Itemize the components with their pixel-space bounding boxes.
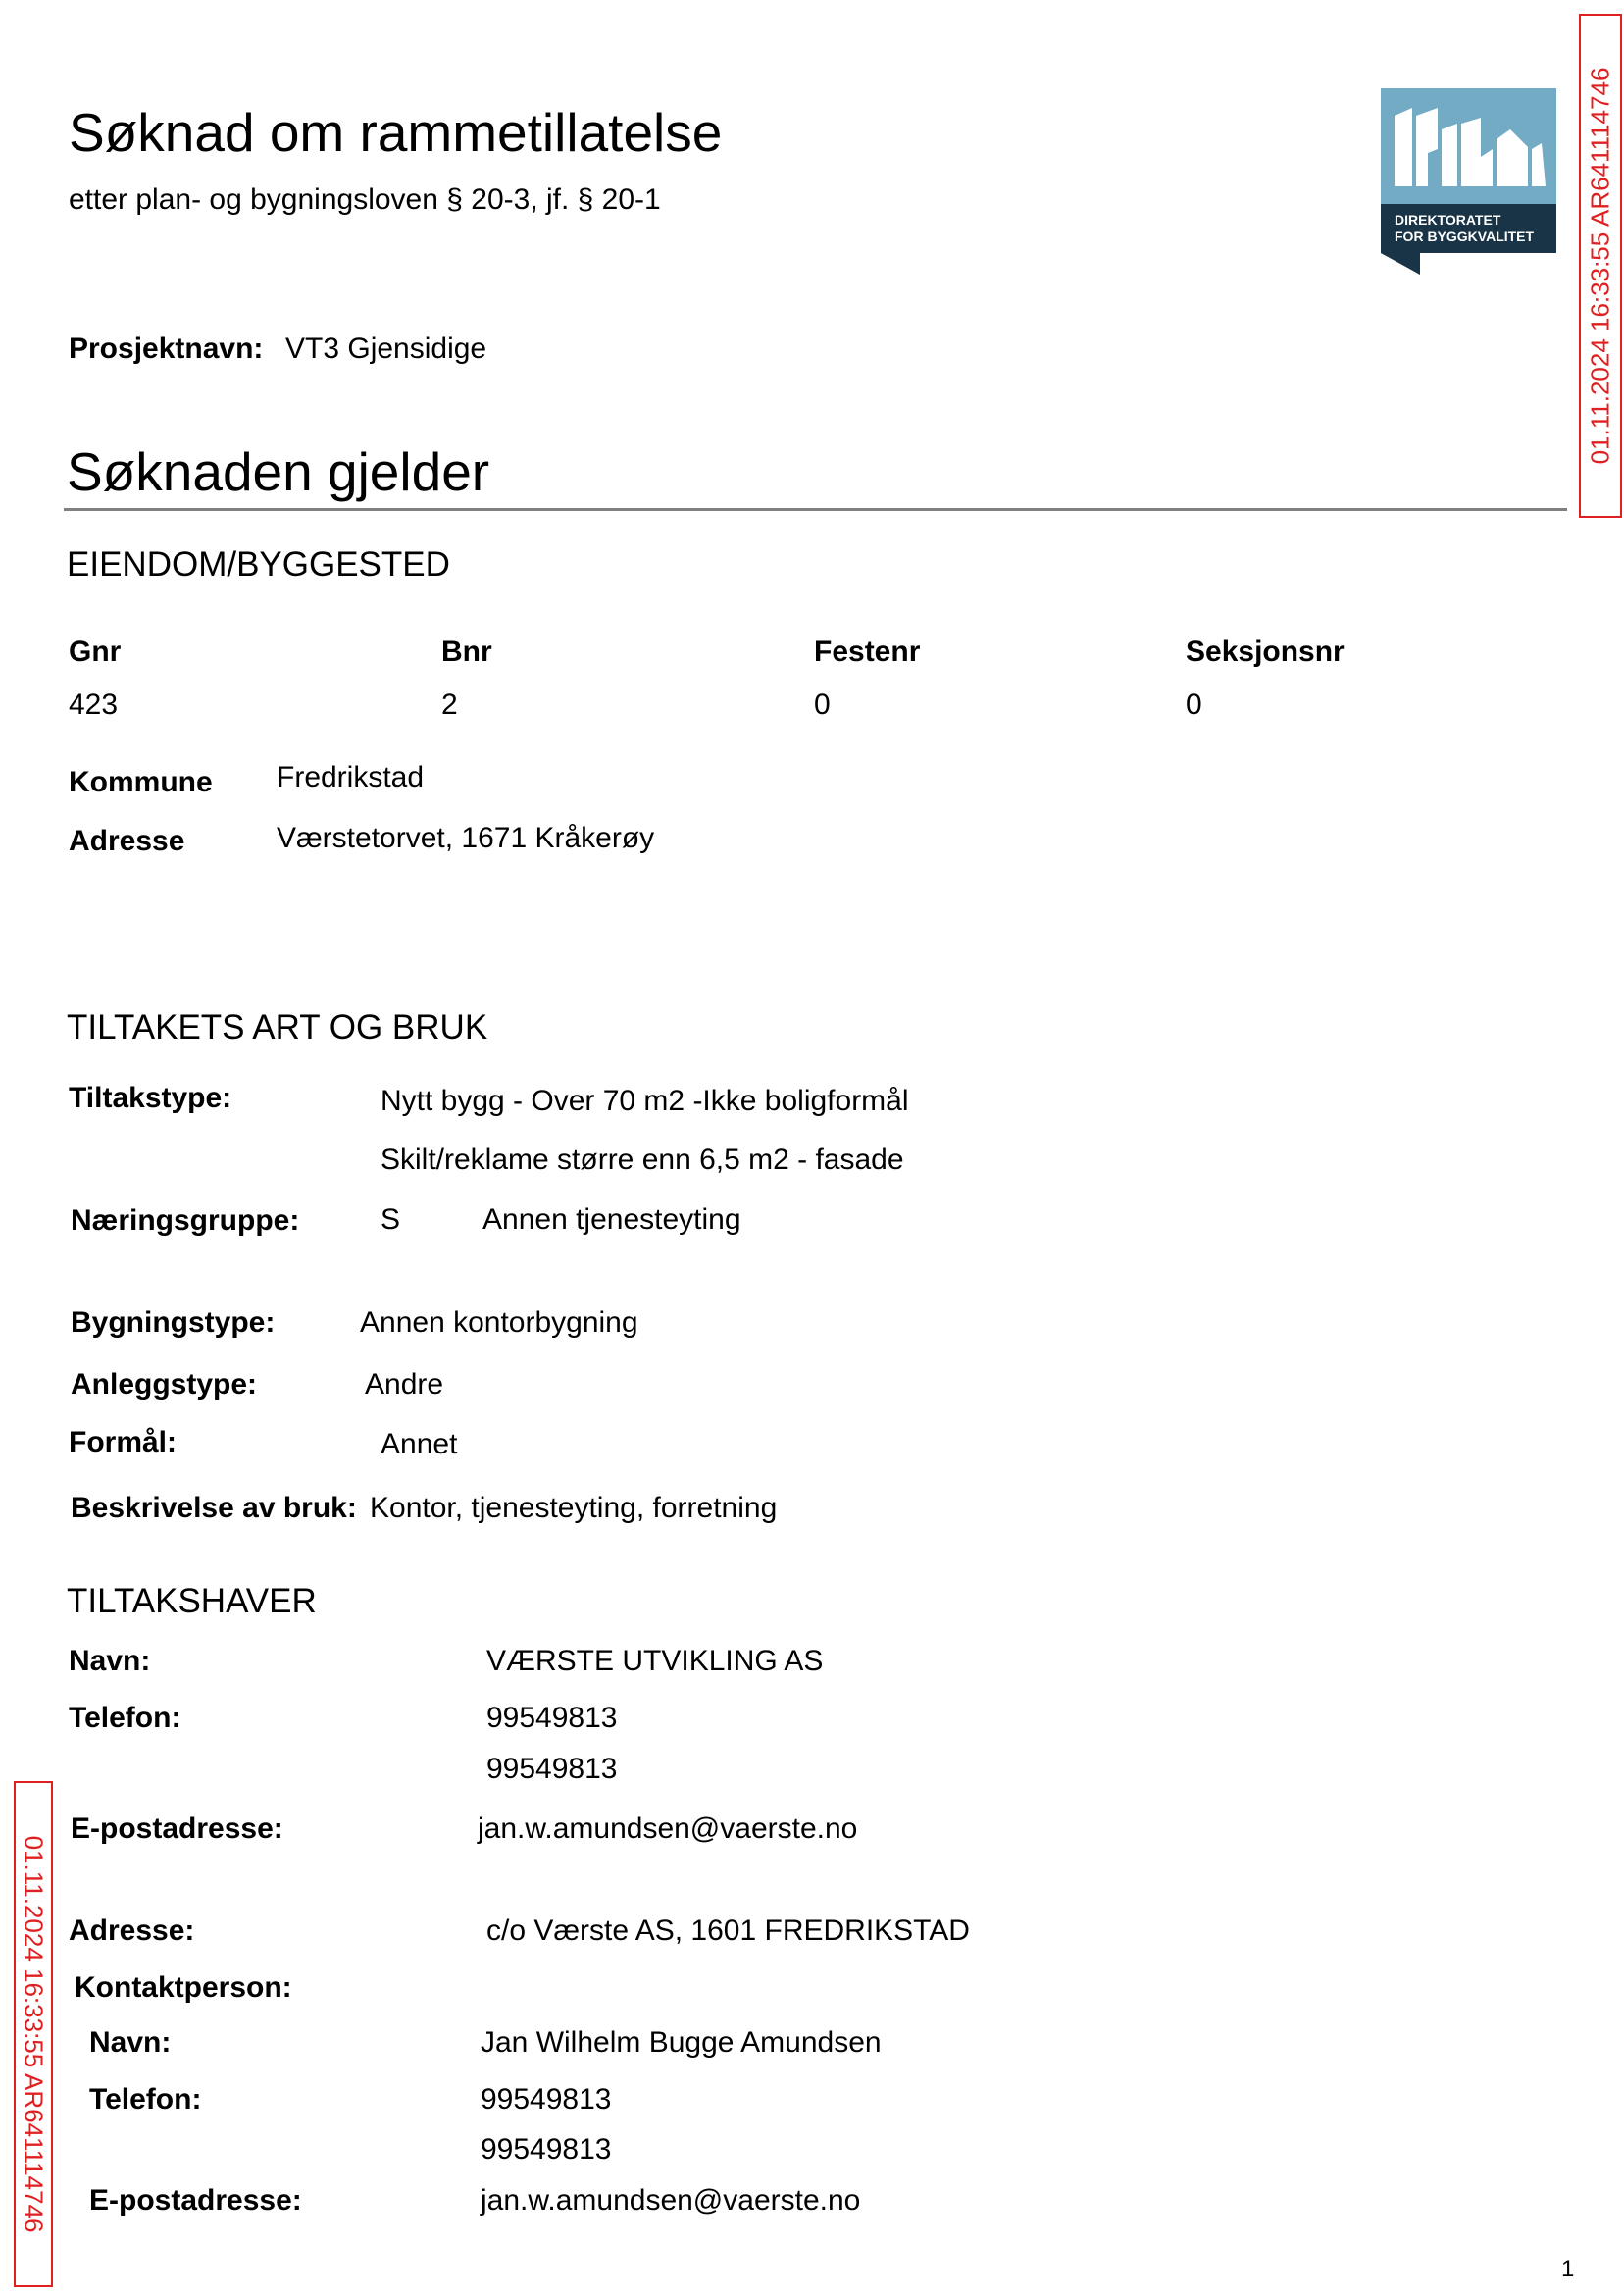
project-name-value: VT3 Gjensidige bbox=[285, 332, 487, 365]
stamp-text: 01.11.2024 16:33:55 AR641114746 bbox=[19, 1835, 49, 2233]
naeringsgruppe-code: S bbox=[381, 1203, 401, 1236]
adresse-label: Adresse bbox=[69, 825, 185, 857]
kp-telefon-value-1: 99549813 bbox=[481, 2083, 612, 2116]
logo-graphic bbox=[1381, 88, 1556, 275]
kommune-value: Fredrikstad bbox=[277, 761, 425, 793]
adresse-value: c/o Værste AS, 1601 FREDRIKSTAD bbox=[486, 1914, 970, 1947]
formaal-value: Annet bbox=[381, 1428, 458, 1460]
telefon-value-2: 99549813 bbox=[486, 1753, 618, 1785]
festenr-label: Festenr bbox=[814, 636, 921, 668]
dibk-logo bbox=[1381, 88, 1556, 275]
kp-telefon-value-2: 99549813 bbox=[481, 2133, 612, 2166]
tiltakstype-value-2: Skilt/reklame større enn 6,5 m2 - fasade bbox=[381, 1144, 904, 1176]
tiltakstype-label: Tiltakstype: bbox=[69, 1082, 232, 1114]
naeringsgruppe-value: Annen tjenesteyting bbox=[482, 1203, 741, 1236]
kp-epost-value: jan.w.amundsen@vaerste.no bbox=[481, 2184, 861, 2217]
adresse-value: Værstetorvet, 1671 Kråkerøy bbox=[277, 822, 655, 854]
logo-text-2: FOR BYGGKVALITET bbox=[1395, 229, 1535, 244]
telefon-value-1: 99549813 bbox=[486, 1702, 618, 1734]
adresse-label: Adresse: bbox=[69, 1914, 195, 1947]
gnr-value: 423 bbox=[69, 688, 119, 721]
bnr-value: 2 bbox=[441, 688, 458, 721]
timestamp-stamp-right bbox=[1579, 14, 1622, 518]
formaal-label: Formål: bbox=[69, 1426, 178, 1458]
kp-telefon-label: Telefon: bbox=[89, 2083, 202, 2116]
kommune-label: Kommune bbox=[69, 766, 213, 798]
page-number: 1 bbox=[1561, 2256, 1575, 2282]
navn-value: VÆRSTE UTVIKLING AS bbox=[486, 1645, 824, 1677]
beskrivelse-label: Beskrivelse av bruk: bbox=[71, 1492, 357, 1524]
gnr-label: Gnr bbox=[69, 636, 122, 668]
kp-epost-label: E-postadresse: bbox=[89, 2184, 302, 2217]
project-name-label: Prosjektnavn: bbox=[69, 332, 264, 365]
epost-value: jan.w.amundsen@vaerste.no bbox=[478, 1812, 858, 1845]
bnr-label: Bnr bbox=[441, 636, 492, 668]
beskrivelse-value: Kontor, tjenesteyting, forretning bbox=[370, 1492, 778, 1524]
navn-label: Navn: bbox=[69, 1645, 151, 1677]
epost-label: E-postadresse: bbox=[71, 1812, 283, 1845]
naeringsgruppe-label: Næringsgruppe: bbox=[71, 1204, 300, 1237]
document-title: Søknad om rammetillatelse bbox=[69, 102, 723, 163]
logo-text-1: DIREKTORATET bbox=[1395, 212, 1501, 228]
anleggstype-label: Anleggstype: bbox=[71, 1368, 258, 1401]
timestamp-stamp-left bbox=[14, 1781, 53, 2287]
section-title: Søknaden gjelder bbox=[67, 441, 490, 502]
telefon-label: Telefon: bbox=[69, 1702, 181, 1734]
festenr-value: 0 bbox=[814, 688, 831, 721]
kontaktperson-label: Kontaktperson: bbox=[75, 1971, 292, 2004]
document-subtitle: etter plan- og bygningsloven § 20-3, jf. § 20-1 bbox=[69, 183, 661, 216]
eiendom-heading: EIENDOM/BYGGESTED bbox=[67, 545, 450, 584]
tiltakshaver-heading: TILTAKSHAVER bbox=[67, 1582, 317, 1620]
stamp-text: 01.11.2024 16:33:55 AR641114746 bbox=[1585, 67, 1615, 465]
bygningstype-value: Annen kontorbygning bbox=[360, 1306, 638, 1339]
kp-navn-value: Jan Wilhelm Bugge Amundsen bbox=[481, 2026, 882, 2059]
tiltak-heading: TILTAKETS ART OG BRUK bbox=[67, 1008, 488, 1046]
kp-navn-label: Navn: bbox=[89, 2026, 172, 2059]
section-divider bbox=[64, 508, 1567, 511]
bygningstype-label: Bygningstype: bbox=[71, 1306, 276, 1339]
seksjonsnr-label: Seksjonsnr bbox=[1186, 636, 1345, 668]
tiltakstype-value-1: Nytt bygg - Over 70 m2 -Ikke boligformål bbox=[381, 1085, 909, 1117]
seksjonsnr-value: 0 bbox=[1186, 688, 1202, 721]
anleggstype-value: Andre bbox=[365, 1368, 444, 1401]
